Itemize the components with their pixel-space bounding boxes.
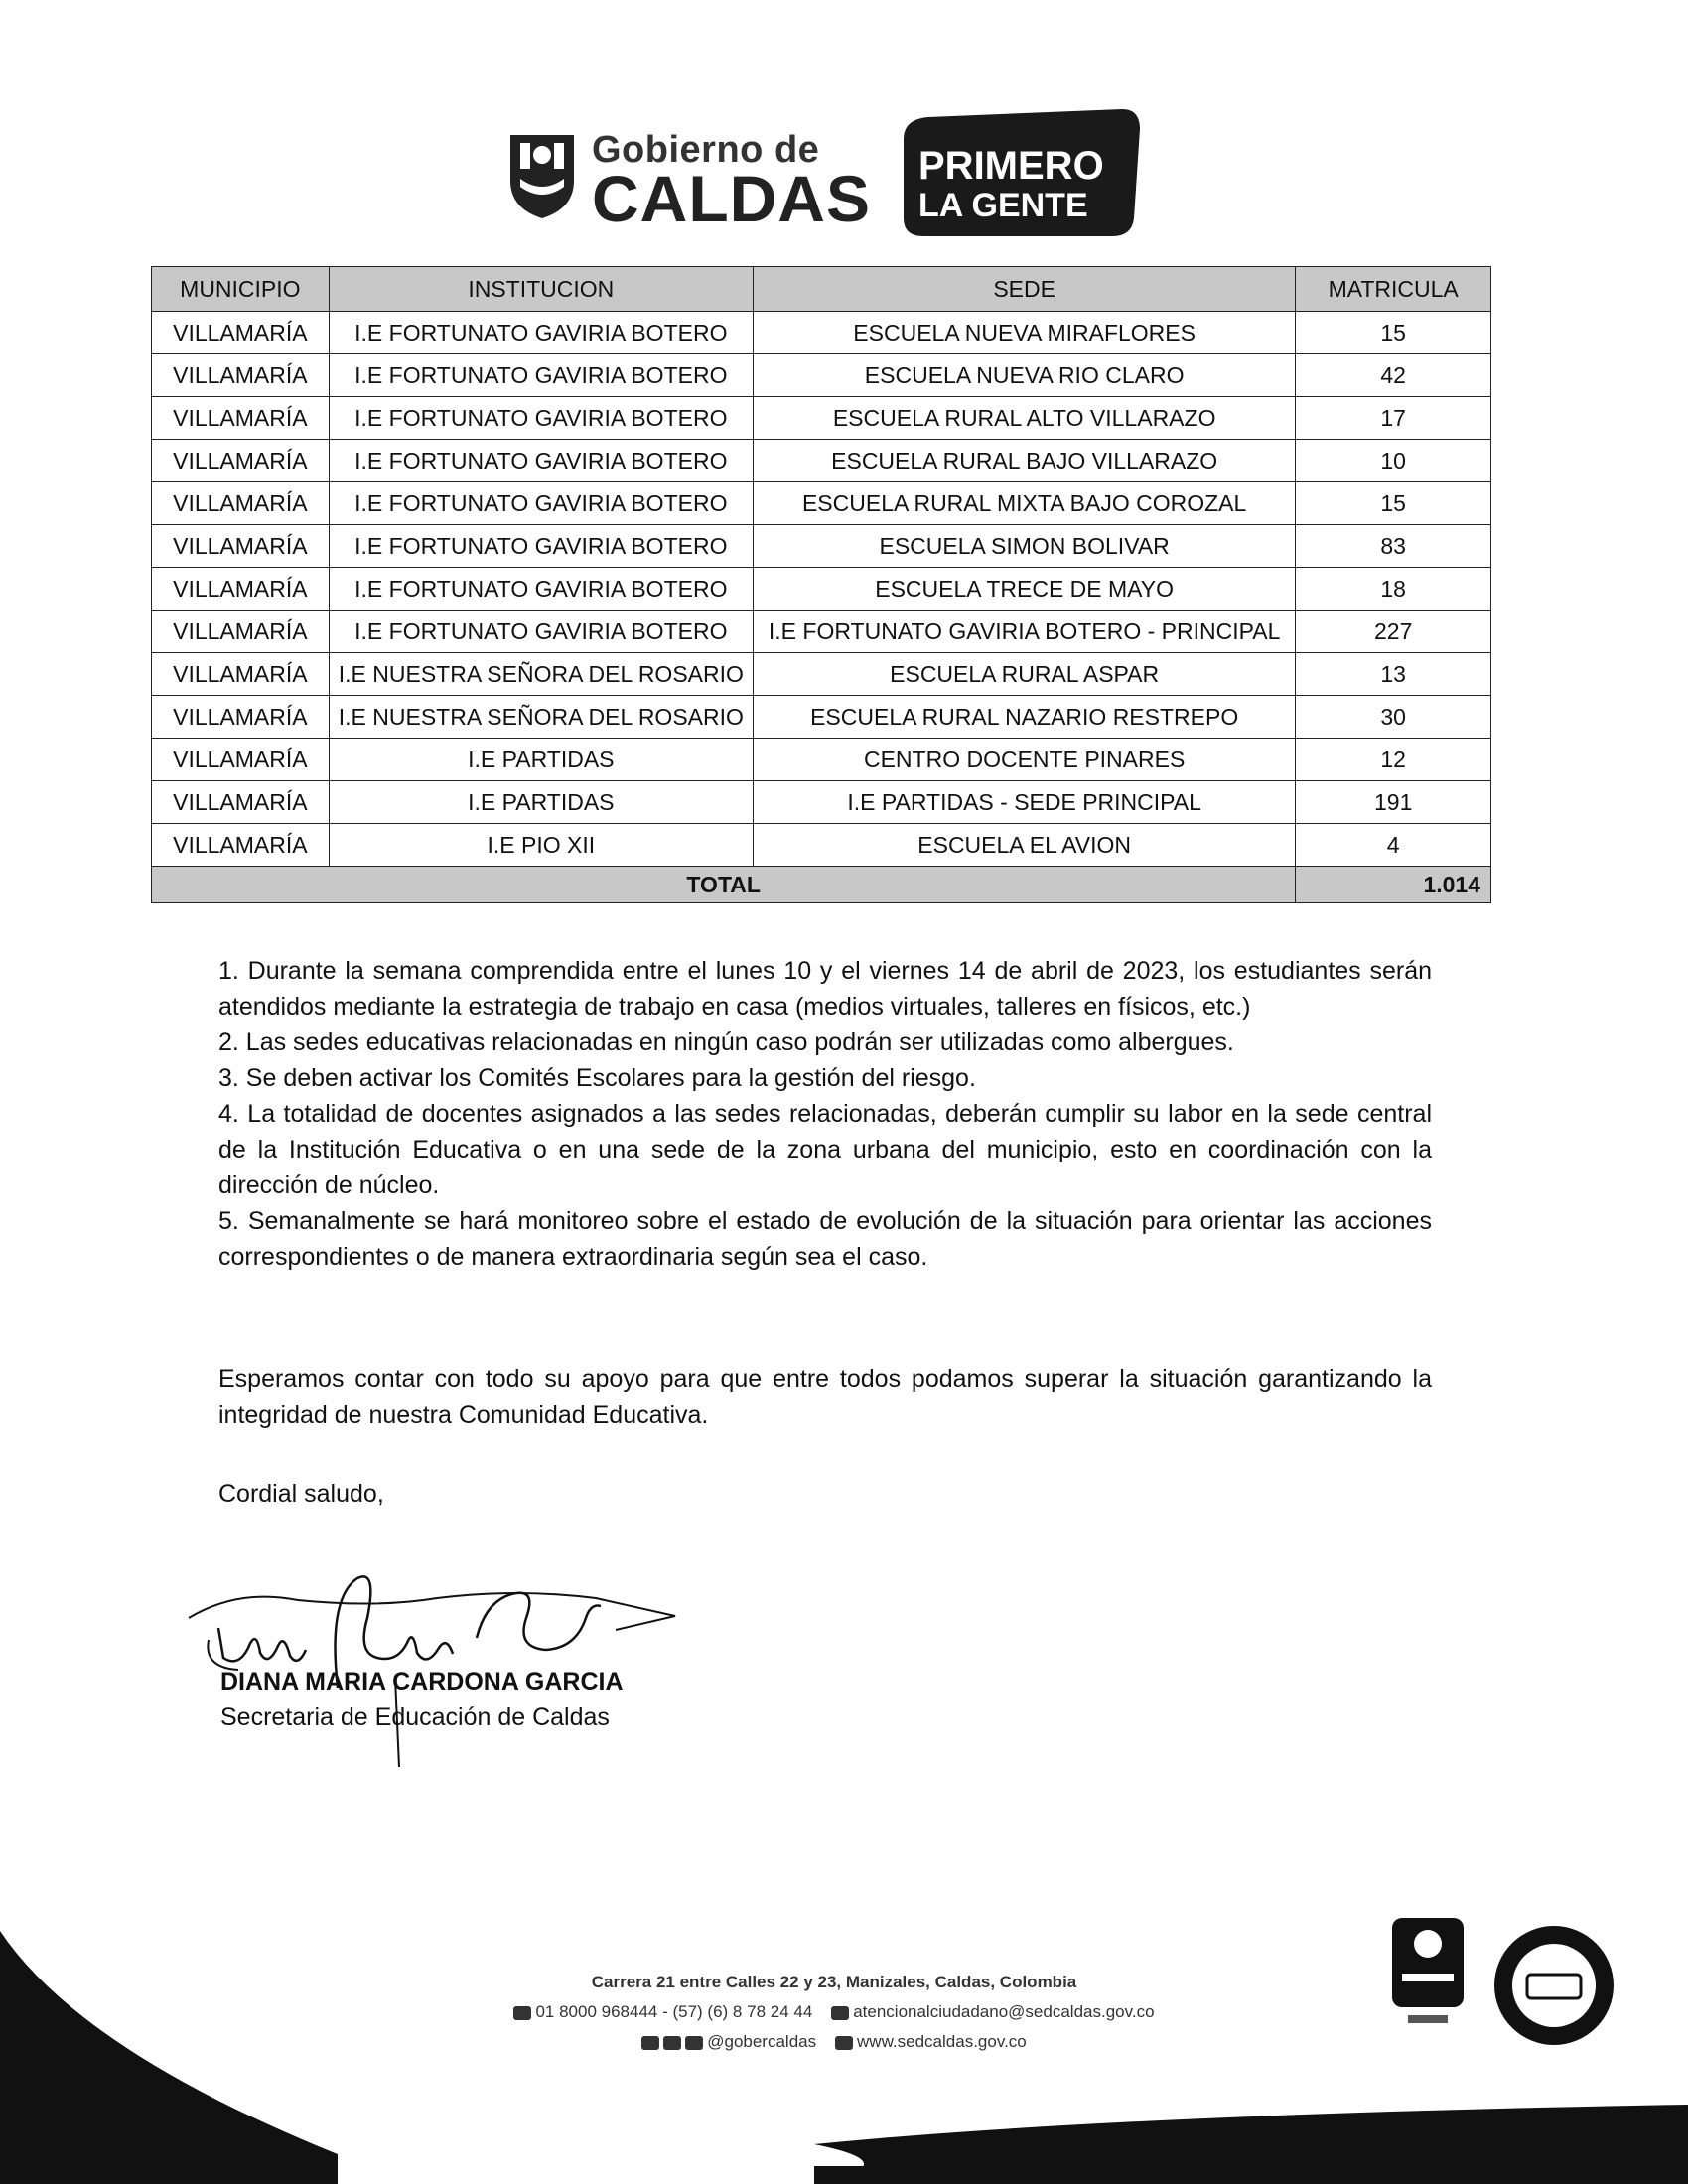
cell-sede: I.E PARTIDAS - SEDE PRINCIPAL [753, 781, 1295, 824]
cell-sede: ESCUELA RURAL ASPAR [753, 653, 1295, 696]
closing-paragraph: Esperamos contar con todo su apoyo para que entre todos podamos superar la situación garantizando la integridad de nuestra Comunidad Educativa. [218, 1365, 1432, 1429]
cell-municipio: VILLAMARÍA [152, 739, 330, 781]
table-row [152, 611, 1491, 653]
footer-address: Carrera 21 entre Calles 22 y 23, Manizales, Caldas, Colombia [591, 1973, 1077, 1991]
cell-institucion: I.E FORTUNATO GAVIRIA BOTERO [329, 312, 753, 354]
cell-municipio: VILLAMARÍA [152, 482, 330, 525]
cell-matricula: 83 [1296, 525, 1491, 568]
cell-institucion: I.E FORTUNATO GAVIRIA BOTERO [329, 525, 753, 568]
cell-municipio: VILLAMARÍA [152, 696, 330, 739]
header-logo [506, 109, 1142, 238]
total-label: TOTAL [152, 867, 1296, 903]
cell-matricula: 42 [1296, 354, 1491, 397]
signer-name: DIANA MARIA CARDONA GARCIA [220, 1668, 624, 1696]
logo-caldas-text: CALDAS [592, 162, 871, 235]
table-row [152, 824, 1491, 867]
cell-municipio: VILLAMARÍA [152, 824, 330, 867]
table-total-row [152, 867, 1491, 903]
cell-matricula: 4 [1296, 824, 1491, 867]
badge-line2: LA GENTE [918, 187, 1088, 224]
cell-sede: ESCUELA RURAL BAJO VILLARAZO [753, 440, 1295, 482]
footer-line3 [397, 2027, 1271, 2057]
cell-matricula: 13 [1296, 653, 1491, 696]
total-value: 1.014 [1296, 867, 1491, 903]
caldas-shield-icon [506, 129, 578, 220]
col-header-matricula: MATRICULA [1296, 267, 1491, 312]
table-row [152, 525, 1491, 568]
footer-curve-left [0, 1931, 357, 2184]
cell-matricula: 18 [1296, 568, 1491, 611]
cell-matricula: 227 [1296, 611, 1491, 653]
notes-list [218, 953, 1432, 1275]
instagram-icon [685, 2036, 703, 2050]
note-item: 2. Las sedes educativas relacionadas en ningún caso podrán ser utilizadas como albergues. [218, 1028, 1234, 1056]
cell-sede: ESCUELA EL AVION [753, 824, 1295, 867]
cell-sede: ESCUELA NUEVA MIRAFLORES [753, 312, 1295, 354]
cell-sede: ESCUELA RURAL NAZARIO RESTREPO [753, 696, 1295, 739]
table-row [152, 568, 1491, 611]
cell-matricula: 15 [1296, 312, 1491, 354]
table-row [152, 781, 1491, 824]
table-row [152, 312, 1491, 354]
footer-phone: 01 8000 968444 - (57) (6) 8 78 24 44 [535, 2002, 813, 2021]
col-header-sede: SEDE [753, 267, 1295, 312]
table-row [152, 739, 1491, 781]
footer-social[interactable]: @gobercaldas [707, 2032, 817, 2051]
cell-institucion: I.E PIO XII [329, 824, 753, 867]
cell-institucion: I.E PARTIDAS [329, 781, 753, 824]
email-icon [831, 2006, 849, 2020]
cell-municipio: VILLAMARÍA [152, 781, 330, 824]
cell-municipio: VILLAMARÍA [152, 611, 330, 653]
note-item: 3. Se deben activar los Comités Escolares para la gestión del riesgo. [218, 1064, 976, 1092]
table-row [152, 354, 1491, 397]
table-row [152, 653, 1491, 696]
web-icon [835, 2036, 853, 2050]
cell-institucion: I.E FORTUNATO GAVIRIA BOTERO [329, 354, 753, 397]
cell-municipio: VILLAMARÍA [152, 525, 330, 568]
cell-institucion: I.E FORTUNATO GAVIRIA BOTERO [329, 440, 753, 482]
certification-seal-icon [1388, 1914, 1468, 2033]
footer-contact [397, 1968, 1271, 2057]
cell-matricula: 10 [1296, 440, 1491, 482]
cell-institucion: I.E NUESTRA SEÑORA DEL ROSARIO [329, 696, 753, 739]
cell-sede: ESCUELA RURAL ALTO VILLARAZO [753, 397, 1295, 440]
col-header-institucion: INSTITUCION [329, 267, 753, 312]
enrollment-table [151, 266, 1491, 903]
footer-email[interactable]: atencionalciudadano@sedcaldas.gov.co [853, 2002, 1155, 2021]
note-item: 4. La totalidad de docentes asignados a las sedes relacionadas, deberán cumplir su labor en la sede central de la Institución Educativa o en una sede de la zona urbana del municipio, esto en coordinación con la dirección de núcleo. [218, 1100, 1432, 1199]
note-item: 5. Semanalmente se hará monitoreo sobre el estado de evolución de la situación para orientar las acciones correspondientes o de manera extraordinaria según sea el caso. [218, 1207, 1432, 1271]
table-row [152, 482, 1491, 525]
col-header-municipio: MUNICIPIO [152, 267, 330, 312]
cell-sede: ESCUELA RURAL MIXTA BAJO COROZAL [753, 482, 1295, 525]
cell-sede: ESCUELA NUEVA RIO CLARO [753, 354, 1295, 397]
note-item: 1. Durante la semana comprendida entre el lunes 10 y el viernes 14 de abril de 2023, los estudiantes serán atendidos mediante la estrategia de trabajo en casa (medios virtuales, talleres en físicos, etc.) [218, 957, 1432, 1021]
facebook-icon [663, 2036, 681, 2050]
cell-sede: CENTRO DOCENTE PINARES [753, 739, 1295, 781]
cell-municipio: VILLAMARÍA [152, 354, 330, 397]
cell-municipio: VILLAMARÍA [152, 568, 330, 611]
cell-institucion: I.E NUESTRA SEÑORA DEL ROSARIO [329, 653, 753, 696]
cell-matricula: 12 [1296, 739, 1491, 781]
cell-institucion: I.E FORTUNATO GAVIRIA BOTERO [329, 611, 753, 653]
signer-role: Secretaria de Educación de Caldas [220, 1704, 610, 1731]
quality-seal-icon [1489, 1921, 1618, 2050]
badge-line1: PRIMERO [918, 144, 1104, 188]
cell-institucion: I.E FORTUNATO GAVIRIA BOTERO [329, 397, 753, 440]
cell-municipio: VILLAMARÍA [152, 653, 330, 696]
cell-sede: ESCUELA SIMON BOLIVAR [753, 525, 1295, 568]
cell-matricula: 15 [1296, 482, 1491, 525]
phone-icon [513, 2006, 531, 2020]
cell-matricula: 191 [1296, 781, 1491, 824]
cell-institucion: I.E FORTUNATO GAVIRIA BOTERO [329, 482, 753, 525]
table-row [152, 440, 1491, 482]
footer-line2 [397, 1997, 1271, 2027]
logo-gobierno-text: Gobierno de [592, 129, 820, 171]
table-header-row [152, 267, 1491, 312]
regards-text: Cordial saludo, [218, 1480, 384, 1508]
cell-matricula: 30 [1296, 696, 1491, 739]
cell-municipio: VILLAMARÍA [152, 440, 330, 482]
twitter-icon [641, 2036, 659, 2050]
table-row [152, 397, 1491, 440]
cell-matricula: 17 [1296, 397, 1491, 440]
cell-sede: ESCUELA TRECE DE MAYO [753, 568, 1295, 611]
cell-institucion: I.E PARTIDAS [329, 739, 753, 781]
cell-municipio: VILLAMARÍA [152, 397, 330, 440]
cell-municipio: VILLAMARÍA [152, 312, 330, 354]
footer-web[interactable]: www.sedcaldas.gov.co [857, 2032, 1027, 2051]
cell-institucion: I.E FORTUNATO GAVIRIA BOTERO [329, 568, 753, 611]
table-row [152, 696, 1491, 739]
cell-sede: I.E FORTUNATO GAVIRIA BOTERO - PRINCIPAL [753, 611, 1295, 653]
footer-curve-right [814, 2105, 1688, 2184]
